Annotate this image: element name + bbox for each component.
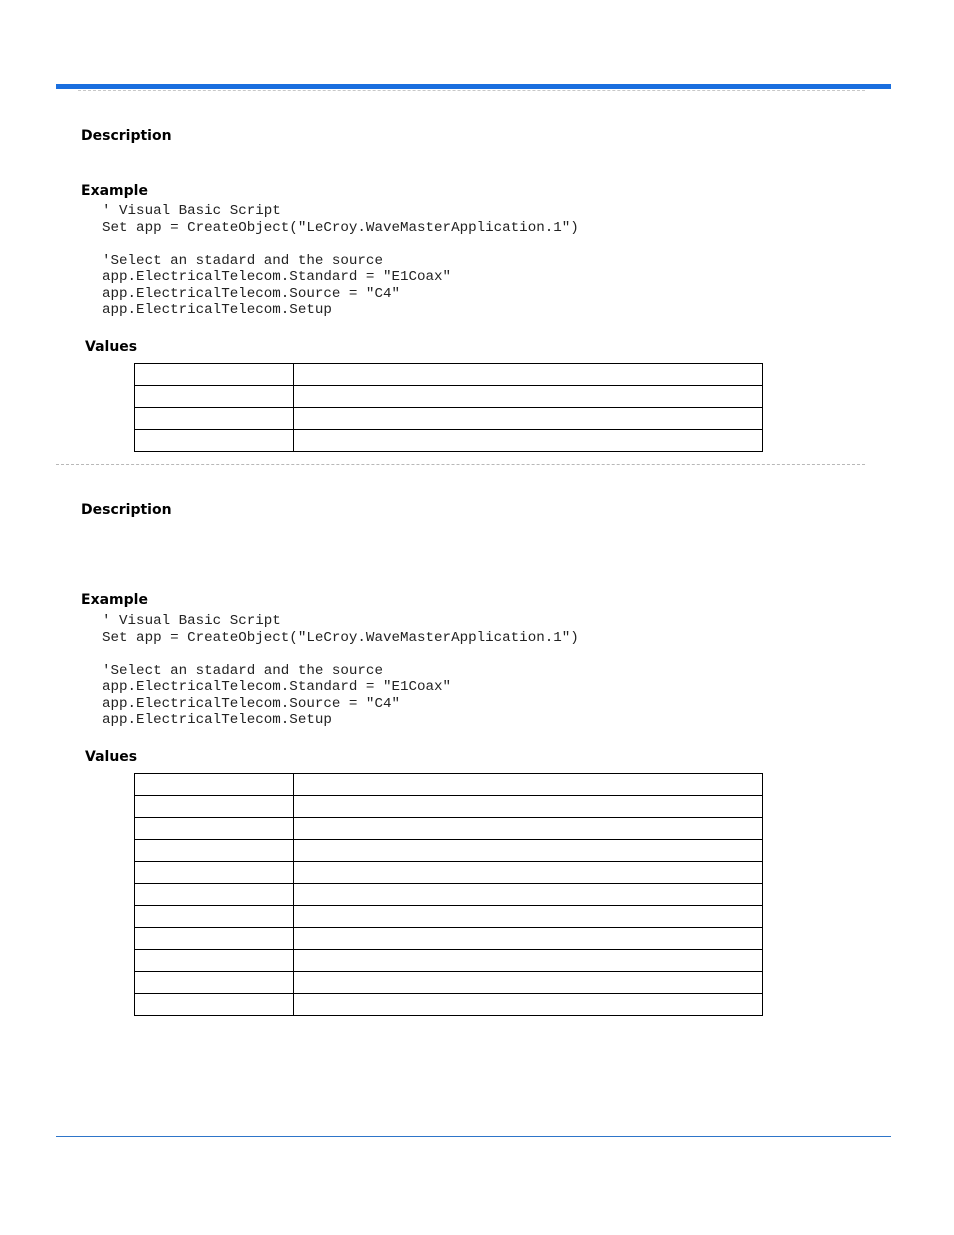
table-row: [135, 364, 763, 386]
description-heading: Description: [81, 128, 172, 144]
table-row: [135, 796, 763, 818]
header-accent-bar: [56, 84, 891, 89]
value-cell: [135, 862, 294, 884]
value-cell: [135, 408, 294, 430]
description-cell: [294, 796, 763, 818]
table-row: [135, 950, 763, 972]
table-row: [135, 994, 763, 1016]
table-row: [135, 862, 763, 884]
description-cell: [294, 862, 763, 884]
code-line: [102, 646, 579, 663]
value-cell: [135, 796, 294, 818]
value-cell: [135, 950, 294, 972]
value-cell: [135, 884, 294, 906]
table-row: [135, 840, 763, 862]
description-cell: [294, 818, 763, 840]
values-heading: Values: [85, 749, 138, 765]
table-row: [135, 906, 763, 928]
code-line: Set app = CreateObject("LeCroy.WaveMasterApplication.1"): [102, 629, 579, 646]
code-line: 'Select an stadard and the source: [102, 252, 383, 269]
values-table: [134, 363, 763, 452]
table-row: [135, 430, 763, 452]
table-row: [135, 818, 763, 840]
table-row: [135, 972, 763, 994]
code-line: [102, 236, 579, 253]
table-row: [135, 884, 763, 906]
code-line: app.ElectricalTelecom.Setup: [102, 712, 332, 728]
table-row: [135, 774, 763, 796]
value-cell: [135, 994, 294, 1016]
code-line: ' Visual Basic Script: [102, 203, 281, 219]
value-cell: [135, 774, 294, 796]
value-cell: [135, 430, 294, 452]
description-cell: [294, 972, 763, 994]
section-dashed-divider: [56, 464, 865, 465]
footer-rule: [56, 1136, 891, 1137]
description-cell: [294, 430, 763, 452]
value-cell: [135, 818, 294, 840]
value-cell: [135, 364, 294, 386]
value-cell: [135, 928, 294, 950]
code-line: ' Visual Basic Script: [102, 613, 281, 629]
code-line: app.ElectricalTelecom.Standard = "E1Coax": [102, 269, 452, 285]
code-line: app.ElectricalTelecom.Setup: [102, 302, 332, 318]
table-row: [135, 386, 763, 408]
code-line: app.ElectricalTelecom.Source = "C4": [102, 695, 400, 712]
example-heading: Example: [81, 592, 148, 608]
code-example: [102, 613, 579, 729]
values-heading: Values: [85, 339, 138, 355]
code-line: Set app = CreateObject("LeCroy.WaveMasterApplication.1"): [102, 219, 579, 236]
description-cell: [294, 884, 763, 906]
value-cell: [135, 906, 294, 928]
code-line: app.ElectricalTelecom.Standard = "E1Coax": [102, 679, 452, 695]
value-cell: [135, 972, 294, 994]
description-heading: Description: [81, 502, 172, 518]
value-cell: [135, 386, 294, 408]
description-cell: [294, 906, 763, 928]
header-dashed-divider: [78, 90, 865, 91]
description-cell: [294, 950, 763, 972]
value-cell: [135, 840, 294, 862]
description-cell: [294, 840, 763, 862]
description-cell: [294, 408, 763, 430]
table-row: [135, 928, 763, 950]
code-example: [102, 203, 579, 319]
example-heading: Example: [81, 183, 148, 199]
description-cell: [294, 774, 763, 796]
description-cell: [294, 928, 763, 950]
values-table: [134, 773, 763, 1016]
description-cell: [294, 994, 763, 1016]
code-line: app.ElectricalTelecom.Source = "C4": [102, 285, 400, 302]
table-row: [135, 408, 763, 430]
description-cell: [294, 386, 763, 408]
code-line: 'Select an stadard and the source: [102, 662, 383, 679]
description-cell: [294, 364, 763, 386]
